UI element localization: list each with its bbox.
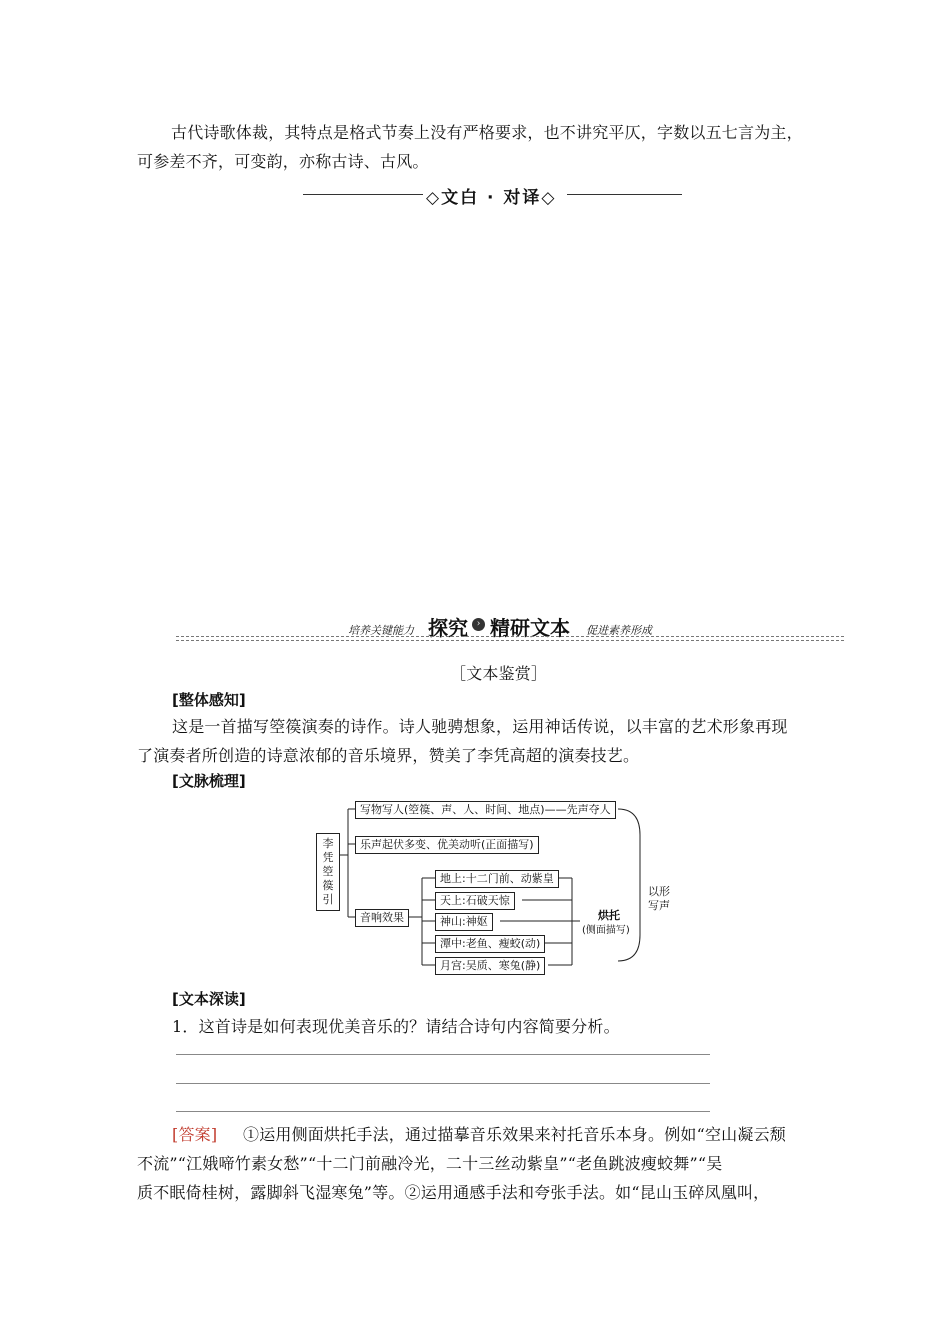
answer-line-3 (176, 1111, 710, 1112)
answer-line-1 (176, 1054, 710, 1055)
diagram-branch-1: 写物写人(箜篌、声、人、时间、地点)——先声夺人 (355, 801, 616, 819)
diagram-side-label: 烘托 (598, 909, 620, 922)
subtitle: ［文本鉴赏］ (450, 664, 548, 683)
diagram-branch-3: 音响效果 (355, 909, 409, 927)
answer-line-2 (176, 1083, 710, 1084)
diagram-leaf-3: 神山:神妪 (435, 913, 493, 931)
answer-tag: [答案] (172, 1125, 218, 1144)
deep-heading: [文本深读] (172, 990, 246, 1008)
diagram-branch-2: 乐声起伏多变、优美动听(正面描写) (355, 836, 539, 854)
answer-line-text-1: ①运用侧面烘托手法，通过描摹音乐效果来衬托音乐本身。例如“空山凝云颓 (243, 1125, 786, 1144)
diagram-leaf-1: 地上:十二门前、动紫皇 (435, 870, 559, 888)
structure-heading: [文脉梳理] (172, 772, 246, 790)
section-banner-left: 培养关键能力 (348, 624, 414, 637)
section-banner-rule (176, 636, 844, 637)
banner-title: ◇文白 · 对译◇ (426, 188, 557, 208)
diagram-root: 李凭箜篌引 (316, 833, 340, 911)
structure-diagram (300, 795, 700, 975)
diagram-right-label-1: 以形 (648, 885, 670, 898)
diagram-leaf-2: 天上:石破天惊 (435, 892, 515, 910)
section-banner-main2: 精研文本 (490, 616, 570, 640)
diagram-side-label-2: (侧面描写) (582, 925, 630, 936)
diagram-right-label-2: 写声 (648, 899, 670, 912)
deep-question: 1．这首诗是如何表现优美音乐的？请结合诗句内容简要分析。 (172, 1017, 620, 1036)
answer-line-text-2: 不流”“江娥啼竹素女愁”“十二门前融冷光，二十三丝动紫皇”“老鱼跳波瘦蛟舞”“吴 (137, 1154, 723, 1173)
diagram-leaf-4: 潭中:老鱼、瘦蛟(动) (435, 935, 545, 953)
intro-line-1: 古代诗歌体裁，其特点是格式节奏上没有严格要求，也不讲究平仄，字数以五七言为主， (171, 123, 803, 142)
overall-heading: [整体感知] (172, 691, 246, 709)
intro-line-2: 可参差不齐，可变韵，亦称古诗、古风。 (137, 152, 429, 171)
section-banner (176, 612, 844, 642)
overall-line-2: 了演奏者所创造的诗意浓郁的音乐境界，赞美了李凭高超的演奏技艺。 (137, 746, 640, 765)
banner-left-rule (303, 194, 423, 195)
section-banner-right: 促进素养形成 (586, 624, 652, 637)
diagram-leaf-5: 月宫:吴质、寒兔(静) (435, 957, 545, 975)
section-banner-main1: 探究 (428, 616, 468, 640)
overall-line-1: 这是一首描写箜篌演奏的诗作。诗人驰骋想象，运用神话传说，以丰富的艺术形象再现 (172, 717, 788, 736)
section-banner-rule-2 (176, 640, 844, 641)
banner-right-rule (567, 194, 682, 195)
arrow-icon: › (472, 618, 485, 631)
answer-line-text-3: 质不眠倚桂树，露脚斜飞湿寒兔”等。②运用通感手法和夸张手法。如“昆山玉碎凤凰叫， (137, 1183, 770, 1202)
